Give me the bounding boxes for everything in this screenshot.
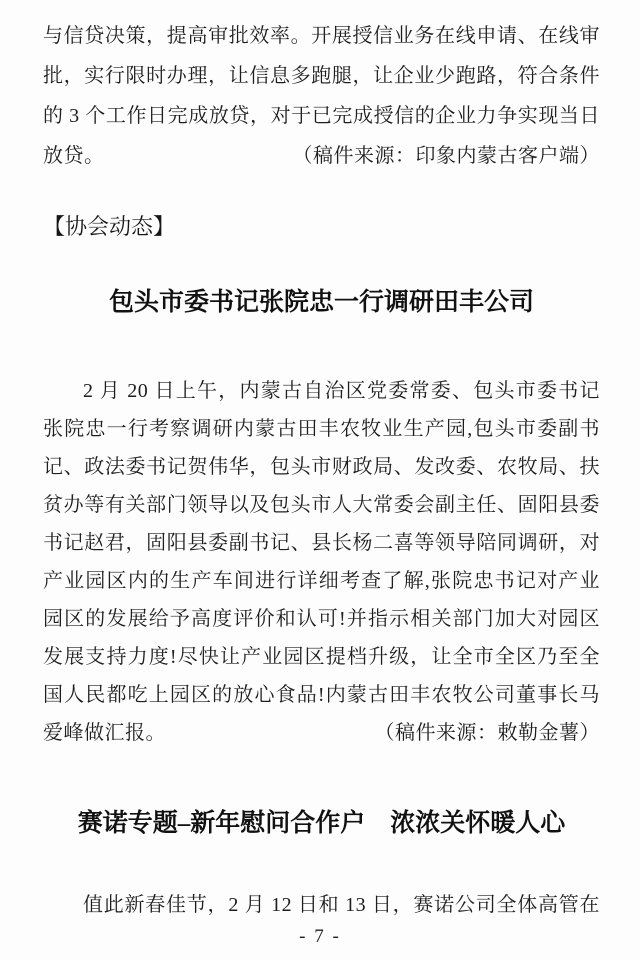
body-paragraph-sano-new-year — [43, 885, 600, 925]
text-line: 贫办等有关部门领导以及包头市人大常委会副主任、固阳县委 — [43, 494, 600, 516]
text-line: 国人民都吃上园区的放心食品!内蒙古田丰农牧公司董事长马 — [43, 684, 600, 706]
text-line: 的 3 个工作日完成放贷，对于已完成授信的企业力争实现当日 — [43, 105, 600, 127]
text-line-end: 爱峰做汇报。 — [43, 722, 166, 744]
body-paragraph-tianfeng-inspection — [43, 372, 600, 752]
text-line: 记、政法委书记贺伟华，包头市财政局、发改委、农牧局、扶 — [43, 456, 600, 478]
text-line: 2 月 20 日上午，内蒙古自治区党委常委、包头市委书记 — [83, 380, 600, 402]
page-number: - 7 - — [299, 926, 341, 947]
text-line: 园区的发展给予高度评价和认可!并指示相关部门加大对园区 — [43, 608, 600, 630]
text-line: 产业园区内的生产车间进行详细考查了解,张院忠书记对产业 — [43, 570, 600, 592]
text-line-end: 放贷。 — [43, 145, 105, 167]
text-line: 发展支持力度!尽快让产业园区提档升级，让全市全区乃至全 — [43, 646, 600, 668]
text-line: 张院忠一行考察调研内蒙古田丰农牧业生产园,包头市委副书 — [43, 418, 600, 440]
source-attribution: （稿件来源：印象内蒙古客户端） — [292, 145, 600, 167]
article-title-sano-new-year: 赛诺专题–新年慰问合作户 浓浓关怀暖人心 — [77, 810, 566, 837]
paragraph-last-line — [43, 714, 600, 752]
text-line: 书记赵君，固阳县委副书记、县长杨二喜等领导陪同调研，对 — [43, 532, 600, 554]
body-paragraph-credit-policy — [43, 0, 600, 176]
text-line: 值此新春佳节，2 月 12 日和 13 日，赛诺公司全体高管在 — [83, 894, 600, 916]
section-header-association-news: 【协会动态】 — [43, 214, 176, 239]
article-title-tianfeng-inspection: 包头市委书记张院忠一行调研田丰公司 — [108, 289, 534, 316]
source-attribution: （稿件来源：敕勒金薯） — [374, 722, 600, 744]
paragraph-last-line — [43, 136, 600, 176]
text-line: 与信贷决策，提高审批效率。开展授信业务在线申请、在线审 — [43, 25, 600, 47]
text-line: 批，实行限时办理，让信息多跑腿，让企业少跑路，符合条件 — [43, 65, 600, 87]
